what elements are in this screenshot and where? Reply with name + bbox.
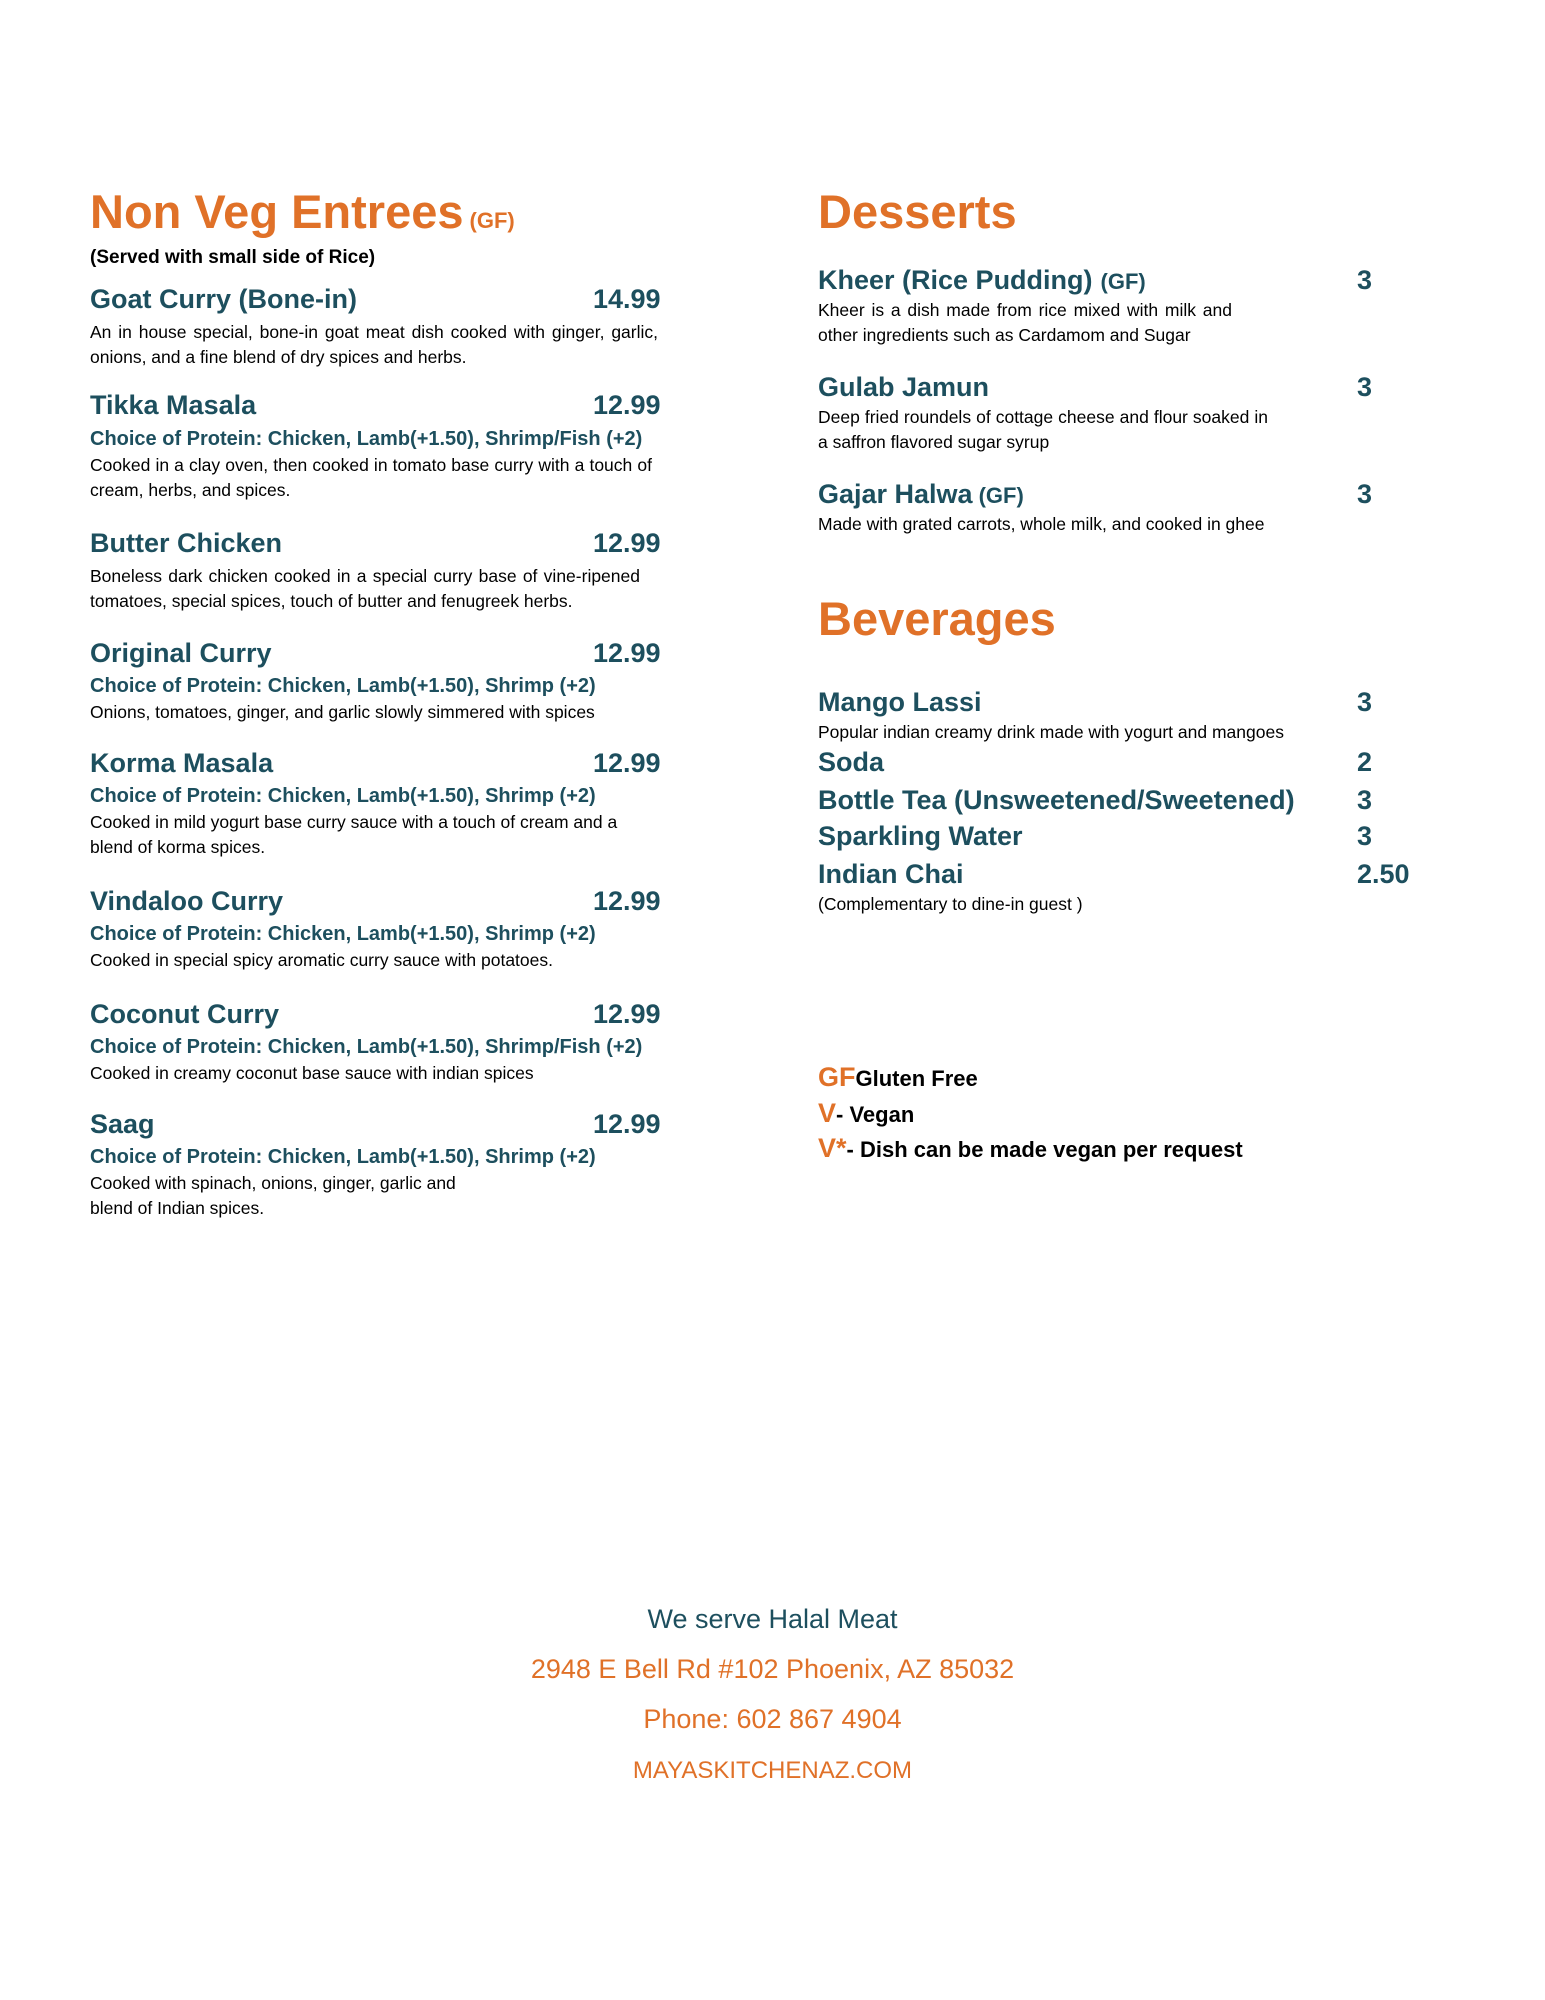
menu-item-name: Sparkling Water xyxy=(818,821,1023,851)
protein-choice: Choice of Protein: Chicken, Lamb(+1.50), Shrimp/Fish (+2) xyxy=(90,428,643,450)
legend-text: - Vegan xyxy=(836,1102,915,1127)
legend-gluten-free xyxy=(818,1064,978,1091)
restaurant-address: 2948 E Bell Rd #102 Phoenix, AZ 85032 xyxy=(530,1654,1015,1684)
legend-text: Gluten Free xyxy=(855,1066,978,1091)
served-note: (Served with small side of Rice) xyxy=(90,247,376,268)
menu-item-name: Indian Chai xyxy=(818,859,964,889)
desserts-title: Desserts xyxy=(818,185,1017,238)
menu-item-description: An in house special, bone-in goat meat dish cooked with ginger, garlic, onions, and a fine blend of dry spices and herbs. xyxy=(90,322,658,367)
menu-item-price: 2.50 xyxy=(1357,859,1410,889)
legend-key: V xyxy=(818,1098,837,1128)
protein-choice: Choice of Protein: Chicken, Lamb(+1.50), Shrimp (+2) xyxy=(90,1146,596,1168)
menu-item-description: (Complementary to dine-in guest ) xyxy=(818,894,1083,914)
menu-item-price: 12.99 xyxy=(593,999,661,1029)
menu-item-description: Boneless dark chicken cooked in a special curry base of vine-ripened tomatoes, special spices, touch of butter and fenugreek herbs. xyxy=(90,566,640,611)
gf-tag: (GF) xyxy=(978,483,1024,508)
menu-item-price: 3 xyxy=(1357,821,1373,851)
menu-item-price: 14.99 xyxy=(593,284,661,314)
menu-item-price: 2 xyxy=(1357,747,1373,777)
menu-item-description: Cooked in creamy coconut base sauce with indian spices xyxy=(90,1063,534,1083)
menu-item-price: 3 xyxy=(1357,265,1373,295)
menu-item-name: Butter Chicken xyxy=(90,528,283,558)
menu-item-name: Soda xyxy=(818,747,885,777)
gf-tag: (GF) xyxy=(1100,269,1146,294)
menu-item-name: Goat Curry (Bone-in) xyxy=(90,284,357,314)
menu-item-name xyxy=(818,267,1146,294)
menu-item-description: Cooked in special spicy aromatic curry sauce with potatoes. xyxy=(90,950,553,970)
legend-key: V* xyxy=(818,1133,847,1163)
entrees-title-text: Non Veg Entrees xyxy=(90,185,464,238)
protein-choice: Choice of Protein: Chicken, Lamb(+1.50), Shrimp (+2) xyxy=(90,785,596,807)
menu-item-price: 12.99 xyxy=(593,1109,661,1139)
menu-item-name: Gulab Jamun xyxy=(818,372,990,402)
menu-item-name: Korma Masala xyxy=(90,748,274,778)
menu-item-name: Original Curry xyxy=(90,638,272,668)
menu-item-description: Cooked with spinach, onions, ginger, garlic and blend of Indian spices. xyxy=(90,1173,456,1218)
menu-item-name: Mango Lassi xyxy=(818,687,982,717)
menu-item-name-text: Kheer (Rice Pudding) xyxy=(818,265,1093,295)
menu-item-description: Cooked in mild yogurt base curry sauce with a touch of cream and a blend of korma spices. xyxy=(90,812,618,857)
menu-item-price: 3 xyxy=(1357,372,1373,402)
halal-note: We serve Halal Meat xyxy=(647,1604,898,1634)
protein-choice: Choice of Protein: Chicken, Lamb(+1.50), Shrimp (+2) xyxy=(90,675,596,697)
menu-item-description: Popular indian creamy drink made with yogurt and mangoes xyxy=(818,722,1284,742)
menu-item-price: 12.99 xyxy=(593,528,661,558)
menu-item-description: Cooked in a clay oven, then cooked in tomato base curry with a touch of cream, herbs, and spices. xyxy=(90,455,652,500)
menu-item-name xyxy=(818,481,1024,508)
menu-item-price: 12.99 xyxy=(593,638,661,668)
menu-item-name-text: Gajar Halwa xyxy=(818,479,973,509)
menu-item-price: 3 xyxy=(1357,479,1373,509)
legend-text: - Dish can be made vegan per request xyxy=(846,1137,1243,1162)
menu-item-price: 12.99 xyxy=(593,390,661,420)
menu-item-price: 3 xyxy=(1357,785,1373,815)
legend-vegan xyxy=(818,1100,914,1127)
menu-item-name: Vindaloo Curry xyxy=(90,886,284,916)
legend-key: GF xyxy=(818,1062,856,1092)
menu-item-price: 12.99 xyxy=(593,886,661,916)
menu-item-price: 3 xyxy=(1357,687,1373,717)
protein-choice: Choice of Protein: Chicken, Lamb(+1.50), Shrimp/Fish (+2) xyxy=(90,1036,643,1058)
menu-item-description: Kheer is a dish made from rice mixed with milk and other ingredients such as Cardamom and Sugar xyxy=(818,300,1232,345)
menu-item-name: Tikka Masala xyxy=(90,390,257,420)
menu-item-name: Bottle Tea (Unsweetened/Sweetened) xyxy=(818,785,1295,815)
menu-item-description: Made with grated carrots, whole milk, and cooked in ghee xyxy=(818,514,1265,534)
restaurant-website[interactable]: MAYASKITCHENAZ.COM xyxy=(632,1757,913,1784)
entrees-gf-tag: (GF) xyxy=(469,208,515,233)
entrees-title xyxy=(90,185,515,238)
menu-item-name: Saag xyxy=(90,1109,155,1139)
menu-item-description: Deep fried roundels of cottage cheese and flour soaked in a saffron flavored sugar syrup xyxy=(818,407,1268,452)
menu-item-name: Coconut Curry xyxy=(90,999,279,1029)
legend-vegan-on-request xyxy=(818,1135,1243,1162)
menu-item-description: Onions, tomatoes, ginger, and garlic slowly simmered with spices xyxy=(90,702,595,722)
protein-choice: Choice of Protein: Chicken, Lamb(+1.50), Shrimp (+2) xyxy=(90,923,596,945)
restaurant-phone: Phone: 602 867 4904 xyxy=(643,1704,902,1734)
beverages-title: Beverages xyxy=(818,592,1056,645)
menu-item-price: 12.99 xyxy=(593,748,661,778)
